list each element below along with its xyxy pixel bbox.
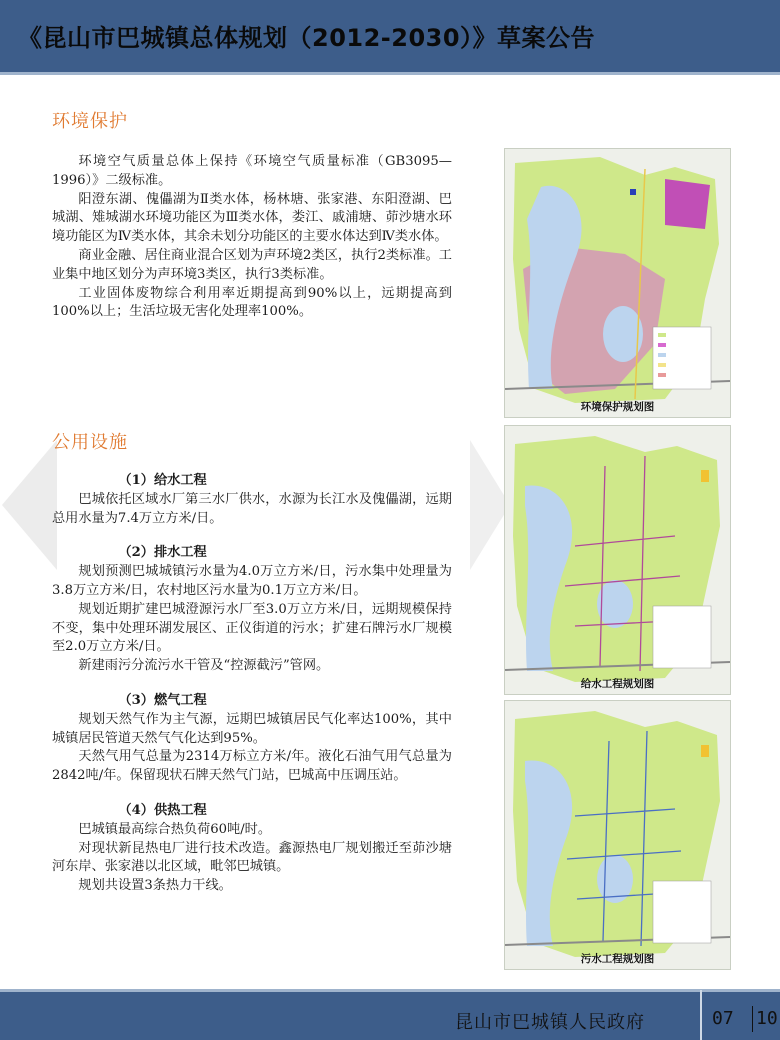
- environment-paragraph: 环境空气质量总体上保持《环境空气质量标准（GB3095—1996）》二级标准。: [52, 154, 452, 188]
- sewage-map-image: [505, 701, 730, 969]
- drainage-paragraph: 新建雨污分流污水干管及“控源截污”管网。: [78, 658, 330, 674]
- page-title: 《昆山市巴城镇总体规划（2012-2030）》草案公告: [18, 24, 596, 52]
- environment-plan-map: [504, 148, 731, 418]
- page-total: 10: [756, 1008, 778, 1029]
- section-heading-environment: 环境保护: [52, 111, 128, 132]
- water-map-caption: 给水工程规划图: [580, 678, 655, 690]
- environment-text: [52, 153, 452, 322]
- gas-paragraph: 规划天然气作为主气源，远期巴城镇居民气化率达100%，其中城镇居民管道天然气气化达到95%。: [52, 711, 452, 746]
- heating-paragraph: 规划共设置3条热力干线。: [78, 878, 232, 894]
- gas-paragraph: 天然气用气总量为2314万标立方米/年。液化石油气用气总量为2842吨/年。保留现状石牌天然气门站，巴城高中压调压站。: [52, 749, 452, 784]
- drainage-paragraph: 规划近期扩建巴城澄源污水厂至3.0万立方米/日，远期规模保持不变，集中处理环湖发展区、正仪街道的污水；扩建石牌污水厂规模至2.0万立方米/日。: [52, 601, 452, 655]
- page-number: 07: [712, 1008, 734, 1029]
- environment-map-caption: 环境保护规划图: [580, 401, 655, 413]
- sewage-map-caption: 污水工程规划图: [580, 953, 655, 965]
- heating-paragraph: 巴城镇最高综合热负荷60吨/时。: [78, 821, 272, 837]
- header-divider: [0, 72, 780, 75]
- water-map-image: [505, 426, 730, 694]
- drainage-heading: （2）排水工程: [118, 545, 207, 561]
- section-heading-utilities: 公用设施: [52, 432, 128, 453]
- drainage-paragraph: 规划预测巴城城镇污水量为4.0万立方米/日，污水集中处理量为3.8万立方米/日，农村地区污水量为0.1万立方米/日。: [52, 564, 452, 598]
- water-paragraph: 巴城依托区域水厂第三水厂供水，水源为长江水及傀儡湖，远期总用水量为7.4万立方米/日。: [52, 491, 452, 526]
- heating-paragraph: 对现状新昆热电厂进行技术改造。鑫源热电厂规划搬迁至茆沙塘河东岸、张家港以北区域，毗邻巴城镇。: [52, 840, 452, 875]
- environment-paragraph: 工业固体废物综合利用率近期提高到90%以上，远期提高到100%以上；生活垃圾无害化处理率100%。: [52, 285, 452, 320]
- footer-separator: [700, 990, 702, 1040]
- footer-bar: [0, 989, 780, 1040]
- environment-map-image: [505, 149, 730, 417]
- heating-heading: （4）供热工程: [118, 802, 207, 818]
- sewage-plan-map: [504, 700, 731, 970]
- water-supply-plan-map: [504, 425, 731, 695]
- environment-paragraph: 阳澄东湖、傀儡湖为Ⅱ类水体，杨林塘、张家港、东阳澄湖、巴城湖、雉城湖水环境功能区为Ⅲ类水体，娄江、戚浦塘、茆沙塘水环境功能区为Ⅳ类水体，其余未划分功能区的主要水体达到Ⅳ类水体。: [52, 191, 452, 245]
- watermark-arrow-left-icon: [2, 440, 57, 570]
- footer-organization: 昆山市巴城镇人民政府: [455, 1012, 645, 1033]
- page-number-divider: [752, 1006, 753, 1032]
- water-heading: （1）给水工程: [118, 473, 207, 488]
- environment-paragraph: 商业金融、居住商业混合区划为声环境2类区，执行2类标准。工业集中地区划分为声环境3类区，执行3类标准。: [52, 247, 452, 282]
- utilities-text: [52, 472, 452, 896]
- gas-heading: （3）燃气工程: [118, 692, 207, 708]
